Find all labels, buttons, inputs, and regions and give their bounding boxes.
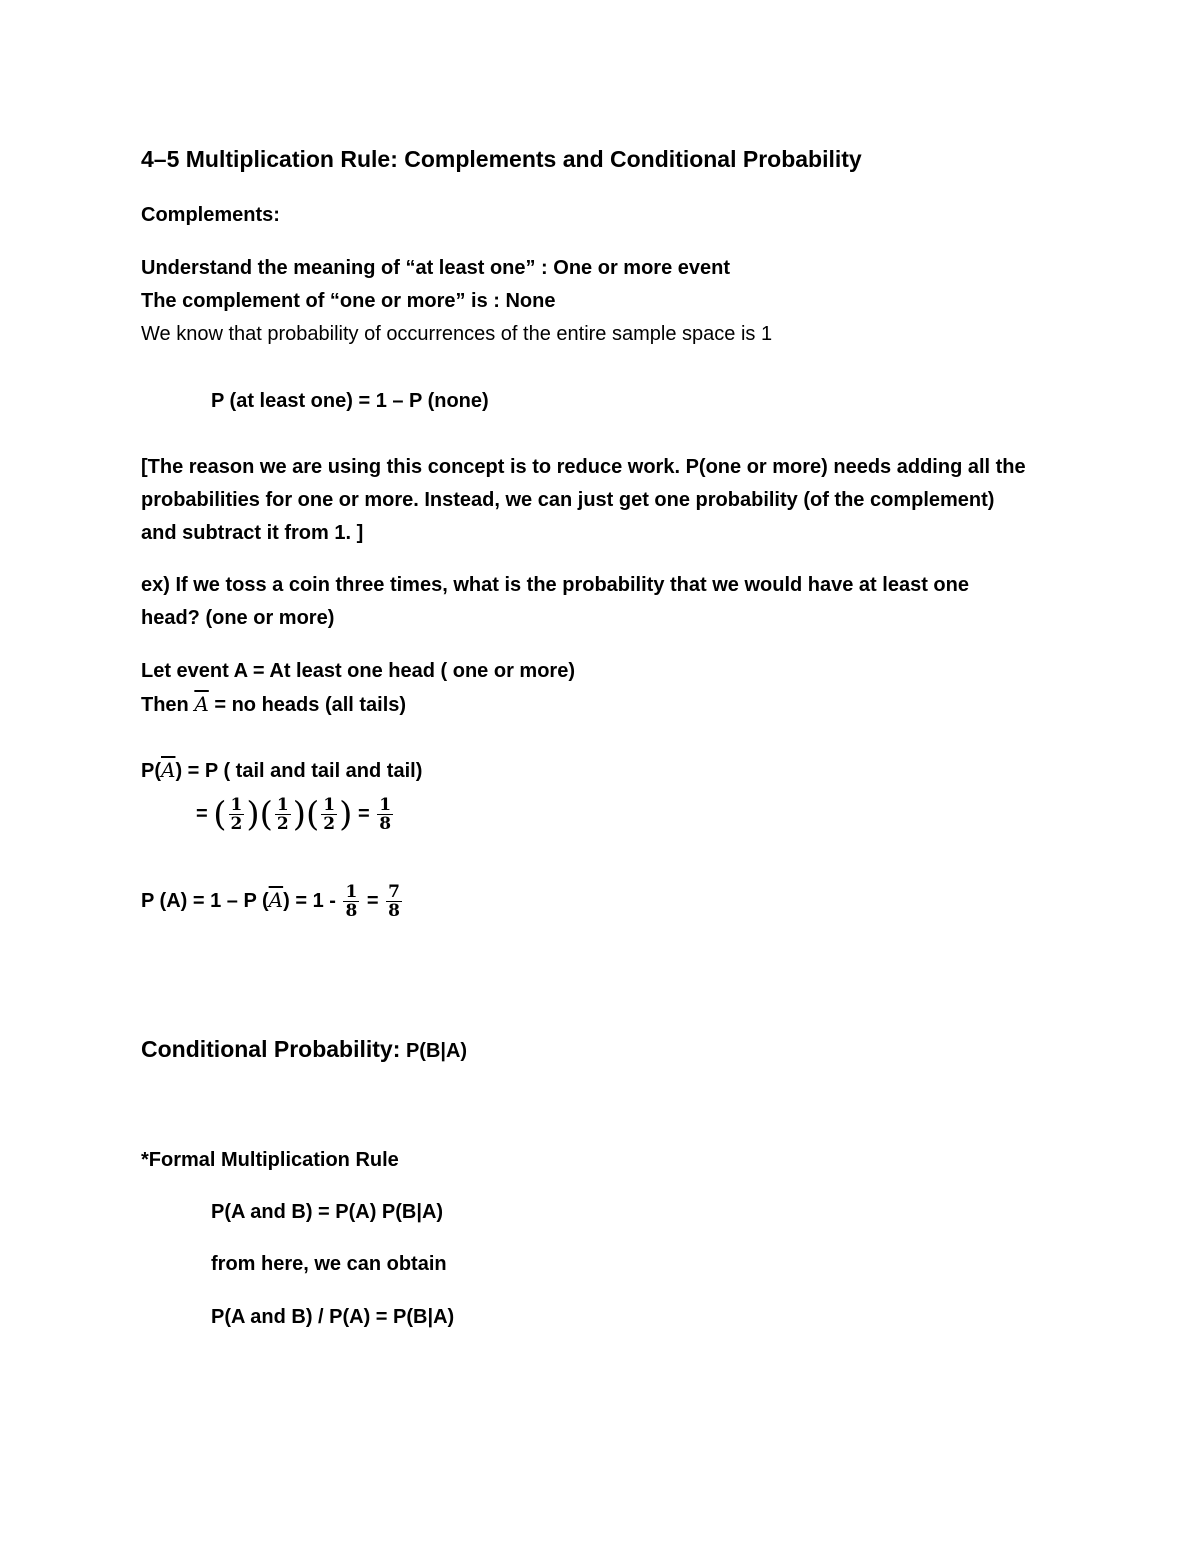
product-of-halves [196, 790, 395, 838]
event-complement [141, 692, 406, 717]
conditional-heading-text: Conditional Probability: [141, 1036, 401, 1062]
equals-sign: = [196, 803, 208, 825]
text-line-sample-space: We know that probability of occurrences of the entire sample space is 1 [141, 323, 773, 345]
event-definition: Let event A = At least one head ( one or more) [141, 660, 575, 682]
formula-at-least-one: P (at least one) = 1 – P (none) [211, 390, 489, 412]
fraction-half-1 [229, 796, 245, 833]
a-bar-symbol: $\overline{A}$ [194, 692, 209, 716]
denominator: 8 [345, 901, 358, 922]
text-then: Then [141, 694, 195, 716]
left-paren: ( [213, 794, 227, 835]
numerator: 7 [388, 882, 400, 903]
formula-multiplication-rule: P(A and B) = P(A) P(B|A) [211, 1201, 444, 1223]
left-paren: ( [259, 794, 273, 835]
example-line-1: ex) If we toss a coin three times, what is the probability that we would have at least one [141, 574, 969, 596]
fraction-seven-eighths [386, 883, 402, 920]
a-bar-symbol: $\overline{A}$ [161, 758, 176, 782]
paragraph-line-1: [The reason we are using this concept is to reduce work. P(one or more) needs adding all the [141, 456, 1026, 478]
fraction-half-3 [321, 796, 337, 833]
a-bar-symbol: $\overline{A}$ [268, 888, 284, 912]
prob-a-line [141, 876, 404, 924]
text-line-complement: The complement of “one or more” is : None [141, 290, 556, 312]
example-line-2: head? (one or more) [141, 607, 335, 629]
numerator: 1 [276, 795, 289, 816]
paragraph-line-2: probabilities for one or more. Instead, we can just get one probability (of the complement) [141, 489, 995, 511]
right-paren: ) [292, 794, 306, 835]
numerator: 1 [379, 795, 392, 816]
fraction-half-2 [275, 796, 291, 833]
numerator: 1 [230, 795, 243, 816]
denominator: 8 [388, 901, 400, 922]
fraction-one-eighth [343, 883, 359, 920]
complements-heading: Complements: [141, 204, 280, 226]
denominator: 2 [230, 814, 243, 835]
left-paren: ( [306, 794, 320, 835]
numerator: 1 [323, 795, 336, 816]
right-paren: ) [246, 794, 260, 835]
text-line-at-least-one: Understand the meaning of “at least one” : One or more event [141, 257, 730, 279]
numerator: 1 [345, 882, 358, 903]
text-from-here: from here, we can obtain [211, 1253, 447, 1275]
right-paren: ) [339, 794, 353, 835]
formula-conditional: P(A and B) / P(A) = P(B|A) [211, 1306, 455, 1328]
equals-sign: = [366, 890, 379, 912]
prob-complement-line [141, 758, 422, 783]
formal-rule-heading: *Formal Multiplication Rule [141, 1149, 399, 1171]
page-title: 4–5 Multiplication Rule: Complements and Conditional Probability [141, 146, 862, 172]
denominator: 2 [323, 814, 336, 835]
denominator: 8 [379, 814, 392, 835]
paragraph-line-3: and subtract it from 1. ] [141, 522, 364, 544]
text-tail-and-tail: ) = P ( tail and tail and tail) [175, 760, 423, 782]
fraction-one-eighth [377, 796, 393, 833]
equals-sign: = [357, 803, 370, 825]
conditional-heading-notation: P(B|A) [400, 1040, 468, 1062]
text-p-a-equals: P (A) = 1 – P ( [141, 890, 269, 912]
denominator: 2 [276, 814, 289, 835]
text-p-open: P( [141, 760, 161, 782]
conditional-heading [141, 1037, 467, 1063]
text-no-heads: = no heads (all tails) [208, 694, 407, 716]
text-equals-one-minus: ) = 1 - [283, 890, 336, 912]
